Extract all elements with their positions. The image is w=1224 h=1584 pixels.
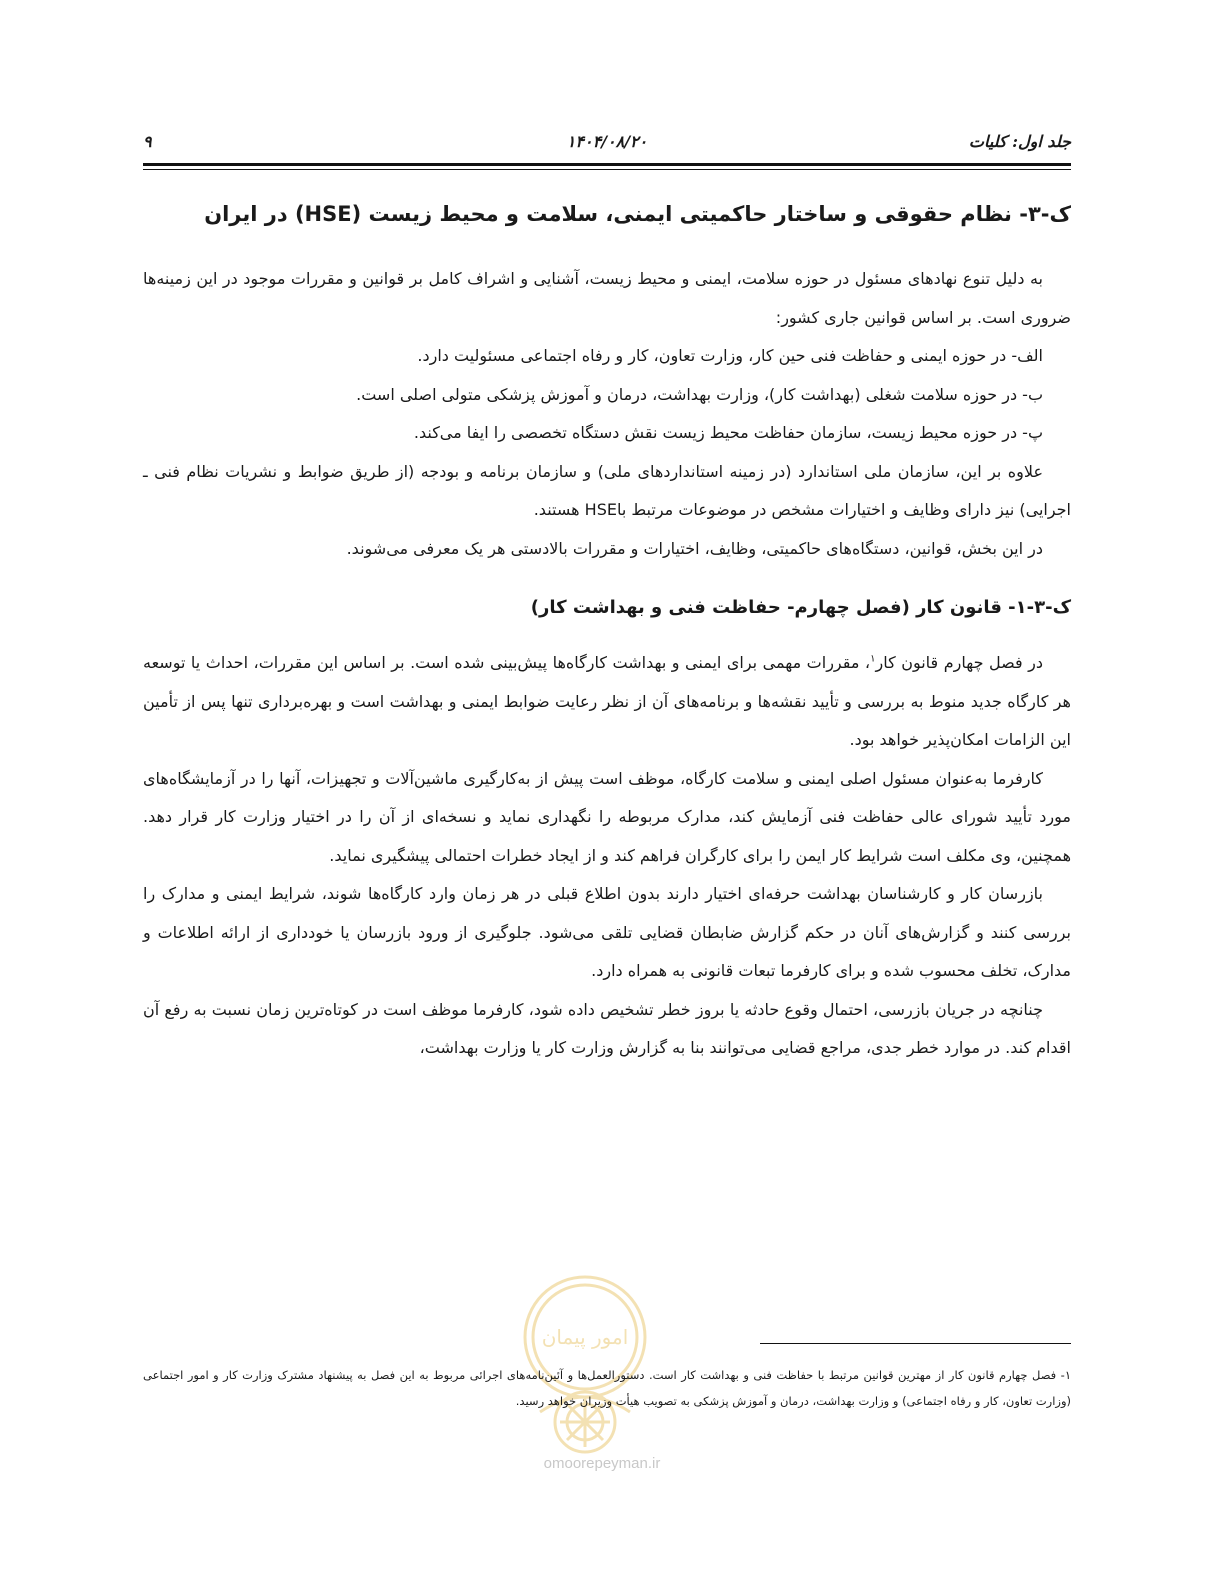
paragraph-text: در فصل چهارم قانون کار: [875, 653, 1043, 672]
footnote-separator: [760, 1343, 1071, 1344]
subsection-paragraph-2: کارفرما به‌عنوان مسئول اصلی ایمنی و سلامت کارگاه، موظف است پیش از به‌کارگیری ماشین‌آلات و تجهیزات، آنها را در آزمایشگاه‌های مورد تأیید شورای عالی حفاظت فنی آزمایش کند، مدارک مربوطه را نگهداری نماید و نسخه‌ای از آن را در اختیار وزارت کار قرار دهد. همچنین، وی مکلف است شرایط کار ایمن را برای کارگران فراهم کند و از ایجاد خطرات احتمالی پیشگیری نماید.: [143, 768, 1071, 865]
footnote-reference[interactable]: ۱: [870, 653, 876, 665]
list-item: ب- در حوزه سلامت شغلی (بهداشت کار)، وزارت بهداشت، درمان و آموزش پزشکی متولی اصلی است.: [356, 384, 1043, 404]
watermark-logo-text: امور پیمان: [541, 1325, 629, 1349]
subsection-heading: ک-۳-۱- قانون کار (فصل چهارم- حفاظت فنی و بهداشت کار): [530, 597, 1071, 618]
intro-paragraph: به دلیل تنوع نهادهای مسئول در حوزه سلامت، ایمنی و محیط زیست، آشنایی و اشراف کامل بر قوانین و مقررات موجود در این زمینه‌ها ضروری است. بر اساس قوانین جاری کشور:: [143, 269, 1071, 327]
page-number: ۹: [143, 132, 152, 151]
header-date: ۱۴۰۴/۰۸/۲۰: [566, 132, 648, 151]
subsection-paragraph-4: چنانچه در جریان بازرسی، احتمال وقوع حادثه یا بروز خطر تشخیص داده شود، کارفرما موظف است در کوتاه‌ترین زمان نسبت به رفع آن اقدام کند. در موارد خطر جدی، مراجع قضایی می‌توانند بنا به گزارش وزارت کار یا وزارت بهداشت،: [143, 999, 1071, 1057]
watermark-url: omoorepeyman.ir: [543, 1455, 661, 1472]
section-heading: ک-۳- نظام حقوقی و ساختار حاکمیتی ایمنی، سلامت و محیط زیست (HSE) در ایران: [204, 202, 1071, 226]
list-item: پ- در حوزه محیط زیست، سازمان حفاظت محیط زیست نقش دستگاه تخصصی را ایفا می‌کند.: [413, 423, 1043, 442]
page-body: [143, 196, 1071, 1068]
paragraph-text: ، مقررات مهمی برای ایمنی و بهداشت کارگاه‌ها پیش‌بینی شده است. بر اساس این مقررات، احداث یا توسعه هر کارگاه جدید منوط به بررسی و تأیید نقشه‌ها و برنامه‌های آن از نظر رعایت ضوابط ایمنی و بهداشت است و بهره‌برداری تنها پس از تأمین این الزامات امکان‌پذیر خواهد بود.: [143, 653, 1071, 749]
paragraph-moreover: علاوه بر این، سازمان ملی استاندارد (در زمینه استانداردهای ملی) و سازمان برنامه و بودجه (از طریق ضوابط و نشریات نظام فنی ـ اجرایی) نیز دارای وظایف و اختیارات مشخص در موضوعات مرتبط باHSE هستند.: [143, 461, 1071, 519]
paragraph-section-intro: در این بخش، قوانین، دستگاه‌های حاکمیتی، وظایف، اختیارات و مقررات بالادستی هر یک معرفی می‌شوند.: [346, 538, 1043, 558]
subsection-paragraph-3: بازرسان کار و کارشناسان بهداشت حرفه‌ای اختیار دارند بدون اطلاع قبلی در هر زمان وارد کارگاه‌ها شوند، شرایط ایمنی و مدارک را بررسی کنند و گزارش‌های آنان در حکم گزارش ضابطان قضایی تلقی می‌شود. جلوگیری از ورود بازرسان یا خودداری از ارائه اطلاعات و مدارک، تخلف محسوب شده و برای کارفرما تبعات قانونی به همراه دارد.: [143, 884, 1071, 980]
subsection-paragraph-1: [143, 644, 1071, 760]
header-rule-thick: [143, 163, 1071, 166]
list-item: الف- در حوزه ایمنی و حفاظت فنی حین کار، وزارت تعاون، کار و رفاه اجتماعی مسئولیت دارد.: [417, 346, 1043, 365]
page-header: [143, 130, 1071, 158]
volume-title: جلد اول: کلیات: [968, 132, 1071, 151]
footnote: ۱- فصل چهارم قانون کار از مهترین قوانین مرتبط با حفاظت فنی و بهداشت کار است. دستورالعمل‌ها و آئین‌نامه‌های اجرائی مربوط به این فصل به پیشنهاد مشترک وزارت کار و امور اجتماعی (وزارت تعاون، کار و رفاه اجتماعی) و وزارت بهداشت، درمان و آموزش پزشکی به تصویب هیأت وزیران خواهد رسید.: [143, 1368, 1071, 1408]
header-rule-thin: [143, 169, 1071, 170]
